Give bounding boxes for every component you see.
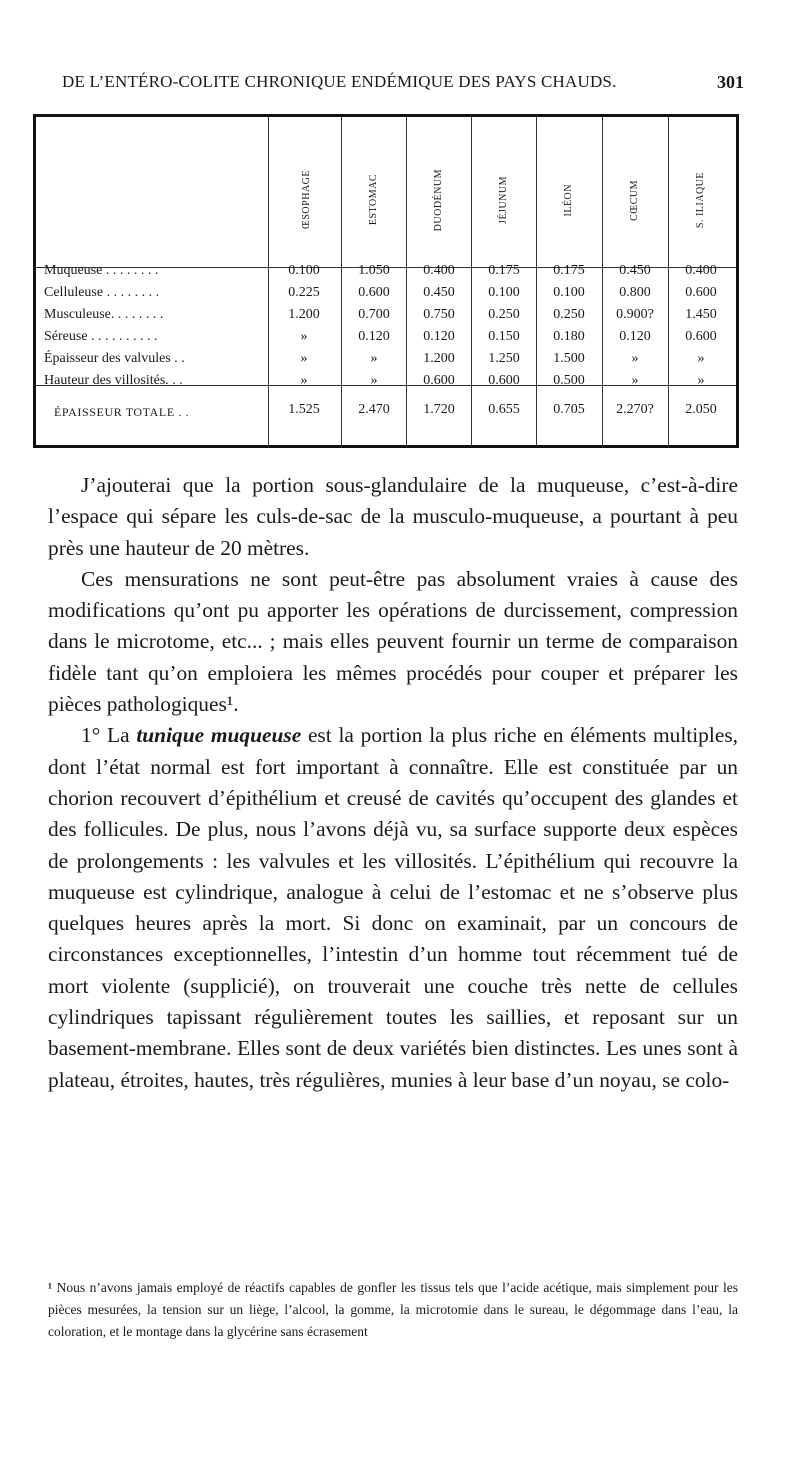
row-label: Hauteur des villosités. . .: [44, 373, 183, 388]
table-cell: 0.450: [619, 263, 651, 278]
table-cell: 0.600: [685, 285, 717, 300]
table-cell: 1.450: [685, 307, 717, 322]
table-cell: 0.750: [423, 307, 455, 322]
table-cell: 0.150: [488, 329, 520, 344]
total-cell: 1.525: [288, 402, 320, 417]
table-vline: [406, 117, 407, 445]
table-cell: 0.800: [619, 285, 651, 300]
table-cell: 0.250: [488, 307, 520, 322]
table-cell: 0.450: [423, 285, 455, 300]
total-label: ÉPAISSEUR TOTALE . .: [54, 405, 190, 419]
total-cell: 0.705: [553, 402, 585, 417]
total-cell: 2.470: [358, 402, 390, 417]
table-cell: »: [697, 373, 705, 388]
row-label: Muqueuse . . . . . . . .: [44, 263, 159, 278]
paragraph: Ces mensurations ne sont peut-être pas absolument vraies à cause des modifications qu’ont pu apporter les opérations de durcissement, compression dans le microtome, etc... ; mais elles peuvent fournir un terme de comparaison fidèle tant qu’on emploiera les mêmes procédés pour couper et préparer les pièces pathologiques¹.: [48, 566, 738, 717]
total-cell: 1.720: [423, 402, 455, 417]
col-header-s-iliaque: S. ILIAQUE: [694, 171, 706, 229]
col-header-duodenum: DUODÉNUM: [432, 168, 444, 232]
row-label: Séreuse . . . . . . . . . .: [44, 329, 158, 344]
table-cell: 0.900?: [616, 307, 654, 322]
table-cell: 0.700: [358, 307, 390, 322]
table-cell: 0.400: [685, 263, 717, 278]
table-vline: [268, 117, 269, 445]
table-cell: 0.600: [358, 285, 390, 300]
total-cell: 0.655: [488, 402, 520, 417]
table-cell: 1.500: [553, 351, 585, 366]
page-number: 301: [717, 72, 744, 92]
table-vline: [341, 117, 342, 445]
row-label: Musculeuse. . . . . . . .: [44, 307, 164, 322]
col-header-ileon: ILÉON: [562, 183, 574, 217]
table-cell: »: [370, 351, 378, 366]
table-cell: 0.400: [423, 263, 455, 278]
table-cell: 0.175: [553, 263, 585, 278]
col-header-oesophage: ŒSOPHAGE: [300, 170, 312, 230]
table-cell: 0.600: [488, 373, 520, 388]
table-cell: 1.250: [488, 351, 520, 366]
table-cell: »: [300, 329, 308, 344]
table-cell: 0.250: [553, 307, 585, 322]
total-cell: 2.050: [685, 402, 717, 417]
total-cell: 2.270?: [616, 402, 654, 417]
table-cell: 0.500: [553, 373, 585, 388]
table-cell: 1.200: [288, 307, 320, 322]
paragraph: J’ajouterai que la portion sous-glandulaire de la muqueuse, c’est-à-dire l’espace qui sépare les culs-de-sac de la musculo-muqueuse, a pourtant à peu près une hauteur de 20 mètres.: [48, 473, 738, 560]
table-cell: »: [697, 351, 705, 366]
footnote: [48, 1277, 738, 1343]
row-label: Épaisseur des valvules . .: [44, 351, 185, 366]
row-label: Celluleuse . . . . . . . .: [44, 285, 160, 300]
running-title: DE L’ENTÉRO-COLITE CHRONIQUE ENDÉMIQUE DES PAYS CHAUDS.: [62, 72, 617, 91]
running-header: [62, 72, 744, 102]
paragraph: [48, 720, 738, 1096]
table-cell: »: [631, 373, 639, 388]
table-cell: 0.600: [685, 329, 717, 344]
footnote-marker: ¹: [48, 1280, 53, 1295]
footnote-text: Nous n’avons jamais employé de réactifs capables de gonfler les tissus tels que l’acide acétique, mais simplement pour les pièces mesurées, la tension sur un liège, l’alcool, la gomme, la microtomie dans le sureau, le dégommage dans l’eau, la coloration, et le montage dans la glycérine sans écrasement: [48, 1280, 738, 1339]
table-vline: [536, 117, 537, 445]
col-header-estomac: ESTOMAC: [367, 174, 379, 226]
table-cell: »: [300, 373, 308, 388]
table-cell: 0.100: [553, 285, 585, 300]
col-header-caecum: CŒCUM: [628, 179, 640, 221]
table-cell: 0.100: [488, 285, 520, 300]
col-header-jejunum: JÉJUNUM: [497, 176, 509, 224]
table-vline: [471, 117, 472, 445]
paragraph-start: 1° La: [81, 723, 137, 748]
paragraph-rest: est la portion la plus riche en éléments multiples, dont l’état normal est fort important à connaître. Elle est constituée par un chorion recouvert d’épithélium et creusé de cavités qu’occupent des glandes et des follicules. De plus, nous l’avons déjà vu, sa surface supporte deux espèces de prolongements : les valvules et les villosités. L’épithélium qui recouvre la muqueuse est cylindrique, analogue à celui de l’estomac et ne s’observe plus quelques heures après la mort. Si donc on examinait, par un concours de circonstances exceptionnelles, l’intestin d’un homme tout récemment tué de mort violente (supplicié), on trouverait une couche très nette de cellules cylindriques tapissant régulièrement toutes les saillies, et reposant sur un basement-membrane. Elles sont de deux variétés bien distinctes. Les unes sont à plateau, étroites, hautes, très régulières, munies à leur base d’un noyau, se colo-: [48, 723, 738, 1092]
body-text: [48, 470, 738, 1096]
table-cell: 0.180: [553, 329, 585, 344]
emphasis: tunique muqueuse: [136, 723, 302, 748]
measurement-table: [33, 114, 739, 448]
table-cell: 0.120: [423, 329, 455, 344]
table-cell: 0.175: [488, 263, 520, 278]
table-vline: [668, 117, 669, 445]
table-vline: [602, 117, 603, 445]
table-cell: »: [300, 351, 308, 366]
table-cell: 0.600: [423, 373, 455, 388]
table-cell: 0.100: [288, 263, 320, 278]
table-cell: 0.225: [288, 285, 320, 300]
table-cell: 0.120: [619, 329, 651, 344]
table-cell: »: [631, 351, 639, 366]
table-cell: »: [370, 373, 378, 388]
table-cell: 1.050: [358, 263, 390, 278]
table-cell: 0.120: [358, 329, 390, 344]
table-cell: 1.200: [423, 351, 455, 366]
